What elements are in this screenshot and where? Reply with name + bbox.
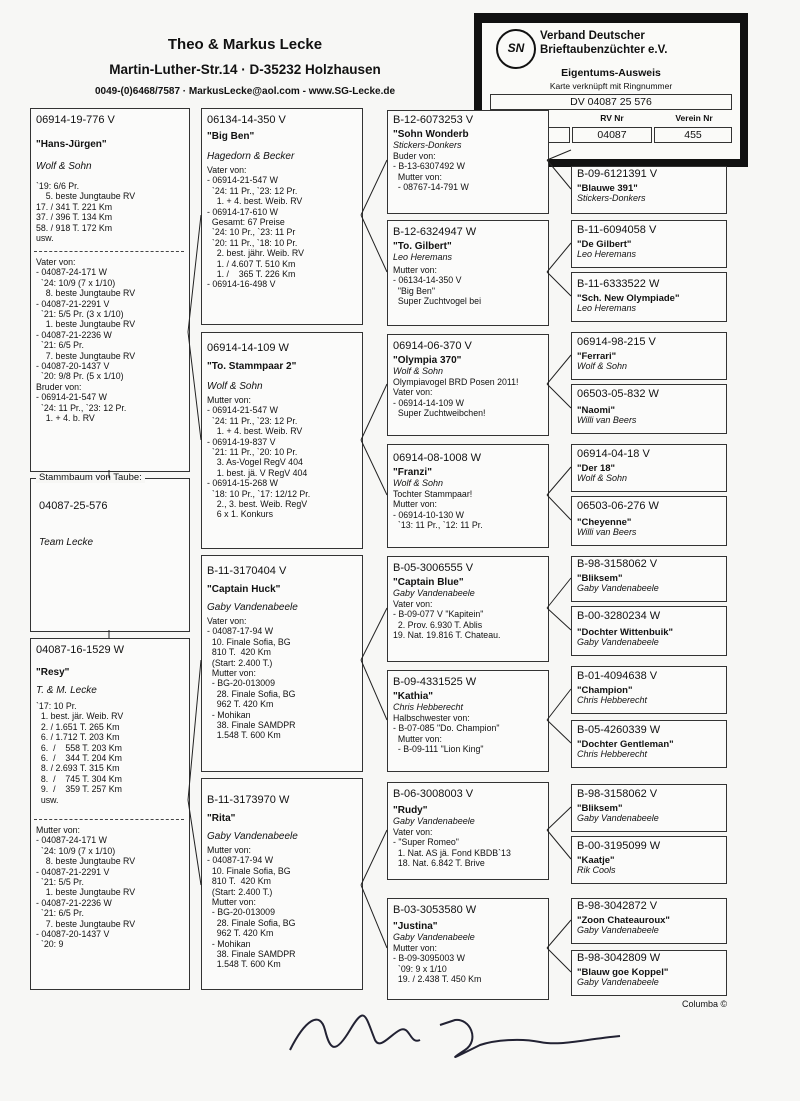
card-subtitle: Karte verknüpft mit Ringnummer (549, 81, 673, 91)
pigeon-name: "Cheyenne" (577, 517, 632, 528)
pigeon-owner: Gaby Vandenabeele (577, 583, 659, 593)
pigeon-name: "Captain Huck" (207, 584, 281, 595)
pigeon-owner: Rik Cools (577, 865, 616, 875)
pigeon-name: "To. Gilbert" (393, 241, 452, 252)
pigeon-name: "Blauw goe Koppel" (577, 967, 669, 978)
pigeon-name: "Der 18" (577, 463, 616, 474)
pigeon-owner: Gaby Vandenabeele (393, 816, 475, 826)
pigeon-name: "Sohn Wonderb (393, 129, 469, 140)
pigeon-name: "Dochter Gentleman" (577, 739, 674, 750)
pigeon-owner: Hagedorn & Becker (207, 151, 295, 162)
ring-number: 06914-98-215 V (577, 336, 656, 348)
pigeon-owner: Willi van Beers (577, 527, 637, 537)
pigeon-name: "Big Ben" (207, 131, 255, 142)
pigeon-name: "Bliksem" (577, 803, 623, 814)
pigeon-name: "Champion" (577, 685, 633, 696)
pigeon-name: "Rita" (207, 813, 236, 824)
ring-number: 06134-14-350 V (207, 114, 286, 126)
ring-number: 06914-06-370 V (393, 340, 472, 352)
pigeon-owner: Wolf & Sohn (207, 381, 263, 392)
ring-number: B-12-6324947 W (393, 226, 477, 238)
ring-number: B-05-3006555 V (393, 562, 474, 574)
pigeon-name: "Kathia" (393, 691, 434, 702)
ring-number: B-05-4260339 W (577, 724, 661, 736)
pigeon-name: "Dochter Wittenbuik" (577, 627, 674, 638)
ring-number: B-03-3053580 W (393, 904, 477, 916)
pigeon-name: "Sch. New Olympiade" (577, 293, 680, 304)
ring-number: B-01-4094638 V (577, 670, 658, 682)
association-logo: SN (496, 29, 536, 69)
pigeon-owner: Gaby Vandenabeele (207, 831, 298, 842)
sire-owner: Wolf & Sohn (36, 161, 92, 172)
ring-number: 06914-04-18 V (577, 448, 650, 460)
rv-value: 04087 (572, 127, 652, 143)
dam-name: "Resy" (36, 667, 70, 678)
ring-number: 06503-06-276 W (577, 500, 659, 512)
pigeon-owner: Gaby Vandenabeele (577, 925, 659, 935)
pigeon-name: "Zoon Chateauroux" (577, 915, 670, 926)
ring-number: B-00-3195099 W (577, 840, 661, 852)
pigeon-owner: Gaby Vandenabeele (207, 602, 298, 613)
columba-credit: Columba © (682, 999, 728, 1009)
pigeon-name: "Olympia 370" (393, 355, 462, 366)
pigeon-notes: Vater von: - 06914-21-547 W `24: 11 Pr., `23: 12 Pr. 1. + 4. best. Weib. RV - 06914-17-610 W Gesamt: 67 Preise `24: 10 Pr., `23: 11 Pr `20: 11 Pr., `18: 10 Pr. 2. best. jähr. Weib. RV 1. / 4.607 T. 510 Km 1. / 365 T. 226 Km - 06914-16-498 V (207, 165, 304, 290)
association-name: Verband Deutscher Brieftaubenzüchter e.V. (540, 30, 668, 56)
dam-results: `17: 10 Pr. 1. best. jär. Weib. RV 2. / 1.651 T. 265 Km 6. / 1.712 T. 203 Km 6. / 558 T. 203 Km 6. / 344 T. 204 Km 8. / 2.693 T. 315 Km 8. / 745 T. 304 Km 9. / 359 T. 257 Km usw. (36, 701, 124, 805)
ring-number: 06914-14-109 W (207, 342, 289, 354)
pigeon-notes: Mutter von: - 06134-14-350 V "Big Ben" Super Zuchtvogel bei (393, 265, 482, 307)
pigeon-owner: Wolf & Sohn (393, 366, 444, 376)
pigeon-notes: Mutter von: - B-09-3095003 W `09: 9 x 1/10 19. / 2.438 T. 450 Km (393, 943, 482, 985)
subject-owner: Team Lecke (39, 537, 94, 548)
dam-offspring: Mutter von: - 04087-24-171 W `24: 10/9 (7 x 1/10) 8. beste Jungtaube RV - 04087-21-2291 V `21: 5/5 Pr. 1. beste Jungtaube RV - 04087-21-2236 W `21: 6/5 Pr. 7. beste Jungtaube RV - 04087-20-1437 V `20: 9 (36, 825, 136, 950)
pigeon-notes: Vater von: - 04087-17-94 W 10. Finale Sofia, BG 810 T. 420 Km (Start: 2.400 T.) Mutter von: - BG-20-013009 28. Finale Sofia, BG 962 T. 420 Km - Mohikan 38. Finale SAMDPR 1.548 T. 600 Km (207, 616, 296, 741)
breeder-address: Martin-Luther-Str.14 · D-35232 Holzhausen (109, 62, 381, 77)
pigeon-name: "Franzi" (393, 467, 432, 478)
ring-number: B-06-3008003 V (393, 788, 474, 800)
ring-number: B-98-3158062 V (577, 558, 658, 570)
sire-ring: 06914-19-776 V (36, 114, 115, 126)
pigeon-notes: Olympiavogel BRD Posen 2011! Vater von: - 06914-14-109 W Super Zuchtweibchen! (393, 377, 519, 419)
pigeon-notes: Halbschwester von: - B-07-085 "Do. Champion" Mutter von: - B-09-111 "Lion King" (393, 713, 500, 755)
pigeon-notes: Vater von: - "Super Romeo" 1. Nat. AS jä. Fond KBDB`13 18. Nat. 6.842 T. Brive (393, 827, 511, 869)
ring-number: B-12-6073253 V (393, 114, 474, 126)
pigeon-owner: Leo Heremans (577, 249, 637, 259)
card-ring-number: DV 04087 25 576 (490, 94, 732, 110)
ring-number: B-11-3170404 V (207, 565, 287, 577)
pigeon-name: "Naomi" (577, 405, 616, 416)
ring-number: B-09-6121391 V (577, 168, 658, 180)
sire-name: "Hans-Jürgen" (36, 139, 107, 150)
ring-number: B-09-4331525 W (393, 676, 477, 688)
pigeon-owner: Leo Heremans (577, 303, 637, 313)
pigeon-owner: Leo Heremans (393, 252, 453, 262)
verein-label: Verein Nr (675, 113, 713, 123)
pigeon-name: "Rudy" (393, 805, 428, 816)
ring-number: B-11-6333522 W (577, 278, 660, 290)
pigeon-owner: Gaby Vandenabeele (577, 813, 659, 823)
ring-number: B-00-3280234 W (577, 610, 661, 622)
pigeon-name: "Kaatje" (577, 855, 615, 866)
pigeon-owner: Chris Hebberecht (577, 695, 648, 705)
pigeon-name: "To. Stammpaar 2" (207, 361, 297, 372)
pigeon-owner: Chris Hebberecht (577, 749, 648, 759)
subject-ring: 04087-25-576 (39, 500, 108, 512)
ring-number: B-98-3042809 W (577, 952, 661, 964)
ring-number: B-11-3173970 W (207, 794, 290, 806)
ring-number: B-98-3042872 V (577, 900, 658, 912)
breeder-name: Theo & Markus Lecke (167, 36, 323, 53)
pigeon-owner: Chris Hebberecht (393, 702, 464, 712)
pigeon-name: "Ferrari" (577, 351, 617, 362)
pigeon-name: "Blauwe 391" (577, 183, 638, 194)
subject-label: Stammbaum von Taube: (36, 472, 145, 483)
pigeon-name: "Justina" (393, 921, 438, 932)
pigeon-notes: Buder von: - B-13-6307492 W Mutter von: - 08767-14-791 W (393, 151, 469, 193)
rv-label: RV Nr (600, 113, 624, 123)
ring-number: B-11-6094058 V (577, 224, 657, 236)
pigeon-name: "Captain Blue" (393, 577, 464, 588)
ring-number: B-98-3158062 V (577, 788, 658, 800)
pigeon-owner: Gaby Vandenabeele (393, 588, 475, 598)
pigeon-owner: Stickers-Donkers (393, 140, 462, 150)
pigeon-name: "De Gilbert" (577, 239, 632, 250)
pigeon-owner: Willi van Beers (577, 415, 637, 425)
signature-image (280, 1000, 640, 1070)
pigeon-owner: Gaby Vandenabeele (577, 977, 659, 987)
card-title: Eigentums-Ausweis (561, 67, 661, 79)
pigeon-owner: Wolf & Sohn (577, 473, 628, 483)
pigeon-owner: Wolf & Sohn (577, 361, 628, 371)
dam-ring: 04087-16-1529 W (36, 644, 125, 656)
pigeon-name: "Bliksem" (577, 573, 623, 584)
pigeon-owner: Gaby Vandenabeele (577, 637, 659, 647)
ring-number: 06914-08-1008 W (393, 452, 482, 464)
sire-results: `19: 6/6 Pr. 5. beste Jungtaube RV 17. / 341 T. 221 Km 37. / 396 T. 134 Km 58. / 918 T. 172 Km usw. (36, 181, 136, 244)
dam-owner: T. & M. Lecke (36, 685, 97, 696)
pigeon-owner: Wolf & Sohn (393, 478, 444, 488)
pigeon-notes: Mutter von: - 06914-21-547 W `24: 11 Pr., `23: 12 Pr. 1. + 4. best. Weib. RV - 06914-19-837 V `21: 11 Pr., `20: 10 Pr. 3. As-Vogel RegV 404 1. best. jä. V RegV 404 - 06914-15-268 W `18: 10 Pr., `17: 12/12 Pr. 2., 3. best. Weib. RegV 6 x 1. Konkurs (207, 395, 311, 520)
pigeon-owner: Stickers-Donkers (577, 193, 646, 203)
pigeon-owner: Gaby Vandenabeele (393, 932, 475, 942)
pigeon-notes: Tochter Stammpaar! Mutter von: - 06914-10-130 W `13: 11 Pr., `12: 11 Pr. (393, 489, 483, 531)
pigeon-notes: Mutter von: - 04087-17-94 W 10. Finale Sofia, BG 810 T. 420 Km (Start: 2.400 T.) Mutter von: - BG-20-013009 28. Finale Sofia, BG 962 T. 420 Km - Mohikan 38. Finale SAMDPR 1.548 T. 600 Km (207, 845, 296, 970)
verein-value: 455 (654, 127, 732, 143)
ring-number: 06503-05-832 W (577, 388, 659, 400)
pigeon-notes: Vater von: - B-09-077 V "Kapitein" 2. Prov. 6.930 T. Ablis 19. Nat. 19.816 T. Chateau. (393, 599, 501, 641)
breeder-contact: 0049-(0)6468/7587 · MarkusLecke@aol.com - www.SG-Lecke.de (94, 86, 396, 97)
sire-offspring: Vater von: - 04087-24-171 W `24: 10/9 (7 x 1/10) 8. beste Jungtaube RV - 04087-21-2291 V `21: 5/5 Pr. (3 x 1/10) 1. beste Jungtaube RV - 04087-21-2236 W `21: 6/5 Pr. 7. beste Jungtaube RV - 04087-20-1437 V `20: 9/8 Pr. (5 x 1/10) Bruder von: - 06914-21-547 W `24: 11 Pr., `23: 12 Pr. 1. + 4. b. RV (36, 257, 136, 424)
